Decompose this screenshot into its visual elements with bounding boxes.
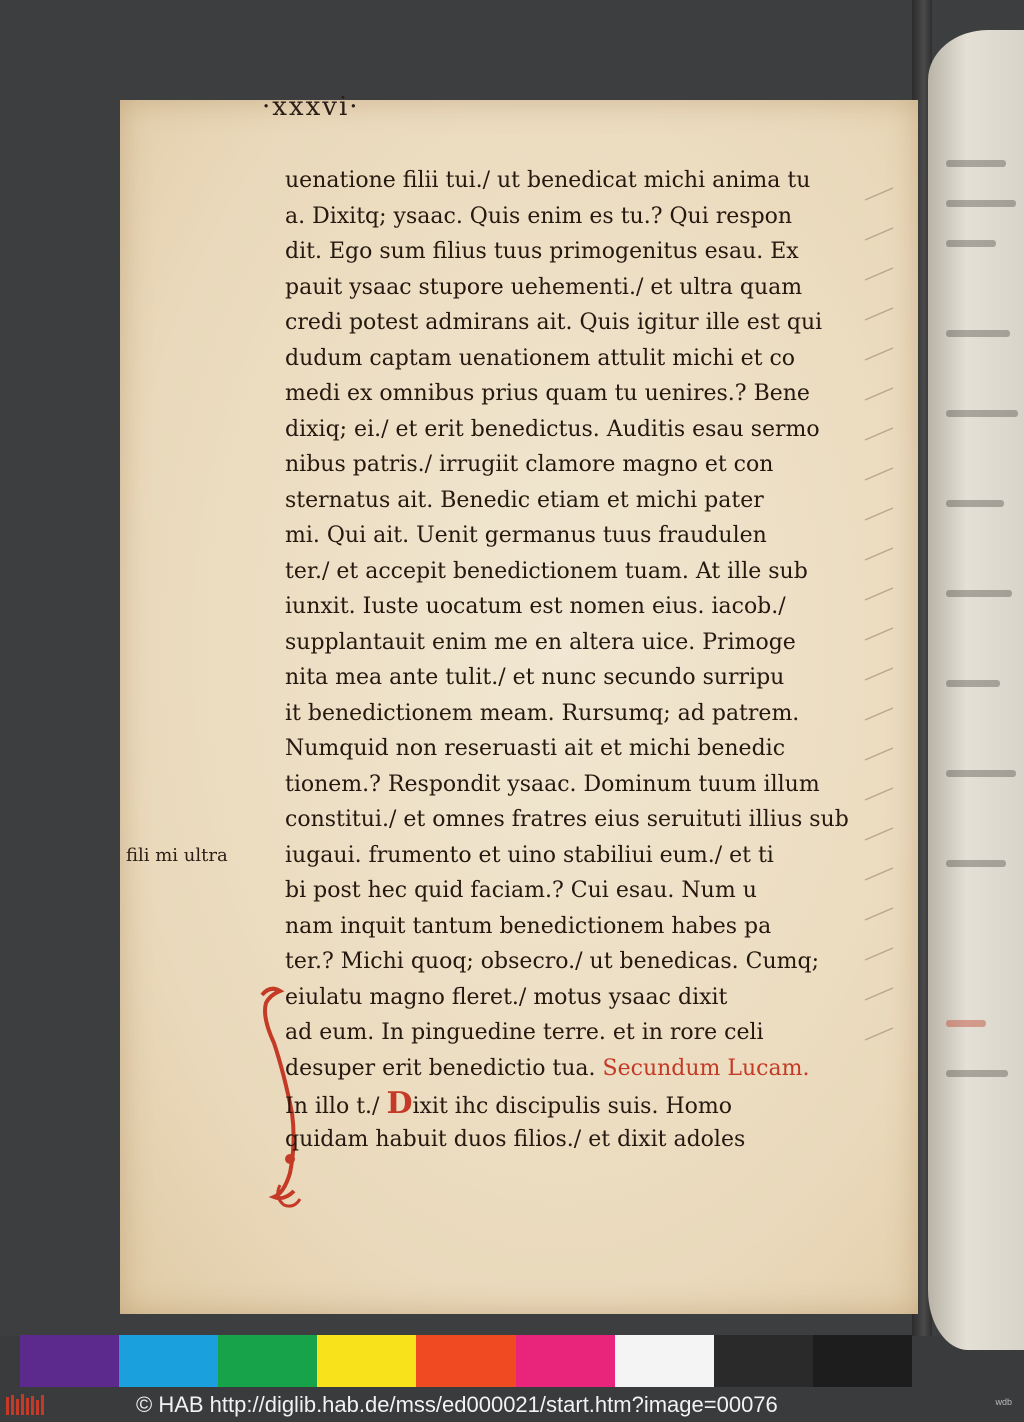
text-line: pauit ysaac stupore uehementi./ et ultra quam xyxy=(285,274,803,300)
swatch-purple xyxy=(20,1335,119,1387)
hab-logo-icon xyxy=(6,1393,46,1417)
text-line: sternatus ait. Benedic etiam et michi pater xyxy=(285,487,764,513)
text-line: dudum captam uenationem attulit michi et co xyxy=(285,345,796,371)
swatch-red xyxy=(416,1335,515,1387)
text-line: dit. Ego sum filius tuus primogenitus esau. Ex xyxy=(285,239,799,264)
text-line: ter.? Michi quoq; obsecro./ ut benedicas. Cumq; xyxy=(285,949,820,974)
swatch-dark-gray xyxy=(714,1335,813,1387)
text-line-with-initial xyxy=(285,1086,895,1122)
text-line: Numquid non reseruasti ait et michi benedic xyxy=(285,736,786,761)
text-line: supplantauit enim me en altera uice. Primoge xyxy=(285,629,796,655)
text-line: constitui./ et omnes fratres eius seruituti illius sub xyxy=(285,807,849,832)
text-line: eiulatu magno fleret./ motus ysaac dixit xyxy=(285,984,728,1010)
swatch-black xyxy=(813,1335,912,1387)
footer-bar xyxy=(0,1387,1024,1422)
facing-page-edge xyxy=(928,30,1024,1350)
text-line-prefix: In illo t./ xyxy=(285,1094,380,1119)
text-line: nita mea ante tulit./ et nunc secundo surripu xyxy=(285,665,785,690)
text-line: a. Dixitq; ysaac. Quis enim es tu.? Qui respon xyxy=(285,203,793,229)
swatch-yellow xyxy=(317,1335,416,1387)
text-line-with-rubric xyxy=(285,1051,895,1087)
text-line: ad eum. In pinguedine terre. et in rore celi xyxy=(285,1020,764,1045)
swatch-cyan xyxy=(119,1335,218,1387)
folio-number: ·xxxvi· xyxy=(262,92,360,122)
red-initial: D xyxy=(386,1086,413,1121)
text-line: iunxit. Iuste uocatum est nomen eius. iacob./ xyxy=(285,594,786,619)
text-line-rest: ixit ihc discipulis suis. Homo xyxy=(412,1094,732,1119)
color-calibration-bar xyxy=(20,1335,912,1387)
text-line: dixiq; ei./ et erit benedictus. Auditis esau sermo xyxy=(285,416,820,442)
text-line: it benedictionem meam. Rursumq; ad patrem. xyxy=(285,700,800,726)
copyright-url: © HAB http://diglib.hab.de/mss/ed000021/start.htm?image=00076 xyxy=(136,1392,778,1417)
text-line: quidam habuit duos filios./ et dixit adoles xyxy=(285,1126,746,1152)
text-line: uenatione filii tui./ ut benedicat michi anima tu xyxy=(285,168,811,193)
swatch-magenta xyxy=(516,1335,615,1387)
text-line: tionem.? Respondit ysaac. Dominum tuum illum xyxy=(285,771,820,797)
text-line: mi. Qui ait. Uenit germanus tuus fraudulen xyxy=(285,523,767,548)
text-line: bi post hec quid faciam.? Cui esau. Num u xyxy=(285,878,757,903)
text-line: nam inquit tantum benedictionem habes pa xyxy=(285,913,772,939)
manuscript-text xyxy=(285,163,895,1157)
text-line: medi ex omnibus prius quam tu uenires.? Bene xyxy=(285,381,810,406)
margin-note: fili mi ultra xyxy=(126,845,228,866)
text-line: credi potest admirans ait. Quis igitur ille est qui xyxy=(285,310,823,335)
footer-small-mark: wdb xyxy=(995,1397,1012,1407)
text-line: nibus patris./ irrugiit clamore magno et con xyxy=(285,452,774,477)
swatch-white xyxy=(615,1335,714,1387)
swatch-green xyxy=(218,1335,317,1387)
text-line: ter./ et accepit benedictionem tuam. At ille sub xyxy=(285,558,808,584)
text-line: iugaui. frumento et uino stabiliui eum./ et ti xyxy=(285,842,774,868)
rubric-heading: Secundum Lucam. xyxy=(602,1055,810,1081)
text-line: desuper erit benedictio tua. xyxy=(285,1055,596,1081)
